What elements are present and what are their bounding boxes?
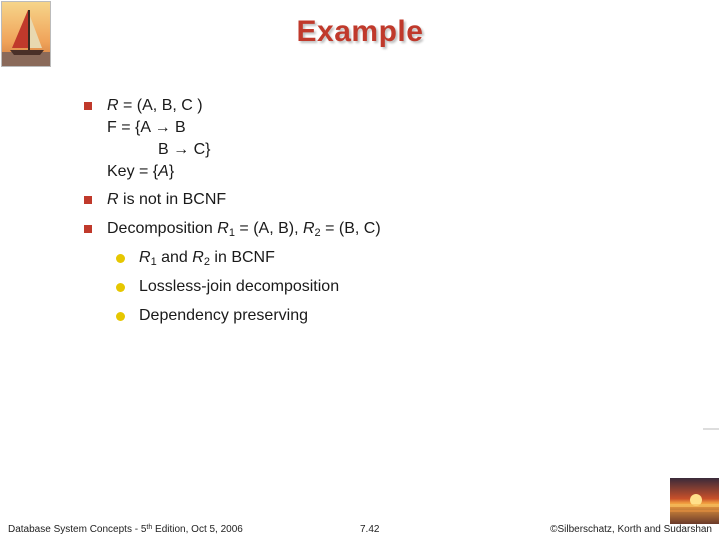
sub-bullet-lossless: Lossless-join decomposition <box>139 278 340 295</box>
decorative-tick <box>703 428 719 430</box>
fd-set-line2: B → C} <box>158 141 211 158</box>
round-bullet <box>116 254 125 263</box>
arrow-symbol: → <box>154 119 171 136</box>
square-bullet <box>84 225 92 233</box>
sub-bullet-bcnf: $R_1$ and $R_2$ in BCNF <box>139 249 275 268</box>
not-bcnf-statement: R is not in BCNF <box>107 191 227 208</box>
sub-bullet-dependency: Dependency preserving <box>139 307 308 324</box>
decomposition-statement: Decomposition $R_1 = (A$, B), $R_2 = (B$, C) <box>107 220 381 239</box>
round-bullet <box>116 283 125 292</box>
slide-title: Example <box>296 15 424 48</box>
footer-left: Database System Concepts - 5th Edition, Oct 5, 2006 <box>8 524 243 535</box>
square-bullet <box>84 196 92 204</box>
square-bullet <box>84 102 92 110</box>
sunset-logo <box>670 478 719 524</box>
key-definition: Key = {A} <box>107 163 175 180</box>
round-bullet <box>116 312 125 321</box>
footer-right: ©Silberschatz, Korth and Sudarshan <box>550 524 712 535</box>
relation-definition: R = (A, B, C ) <box>107 97 203 114</box>
page-number: 7.42 <box>360 524 380 535</box>
fd-set-line1: F = {A → B <box>107 119 186 136</box>
arrow-symbol: → <box>173 141 190 158</box>
